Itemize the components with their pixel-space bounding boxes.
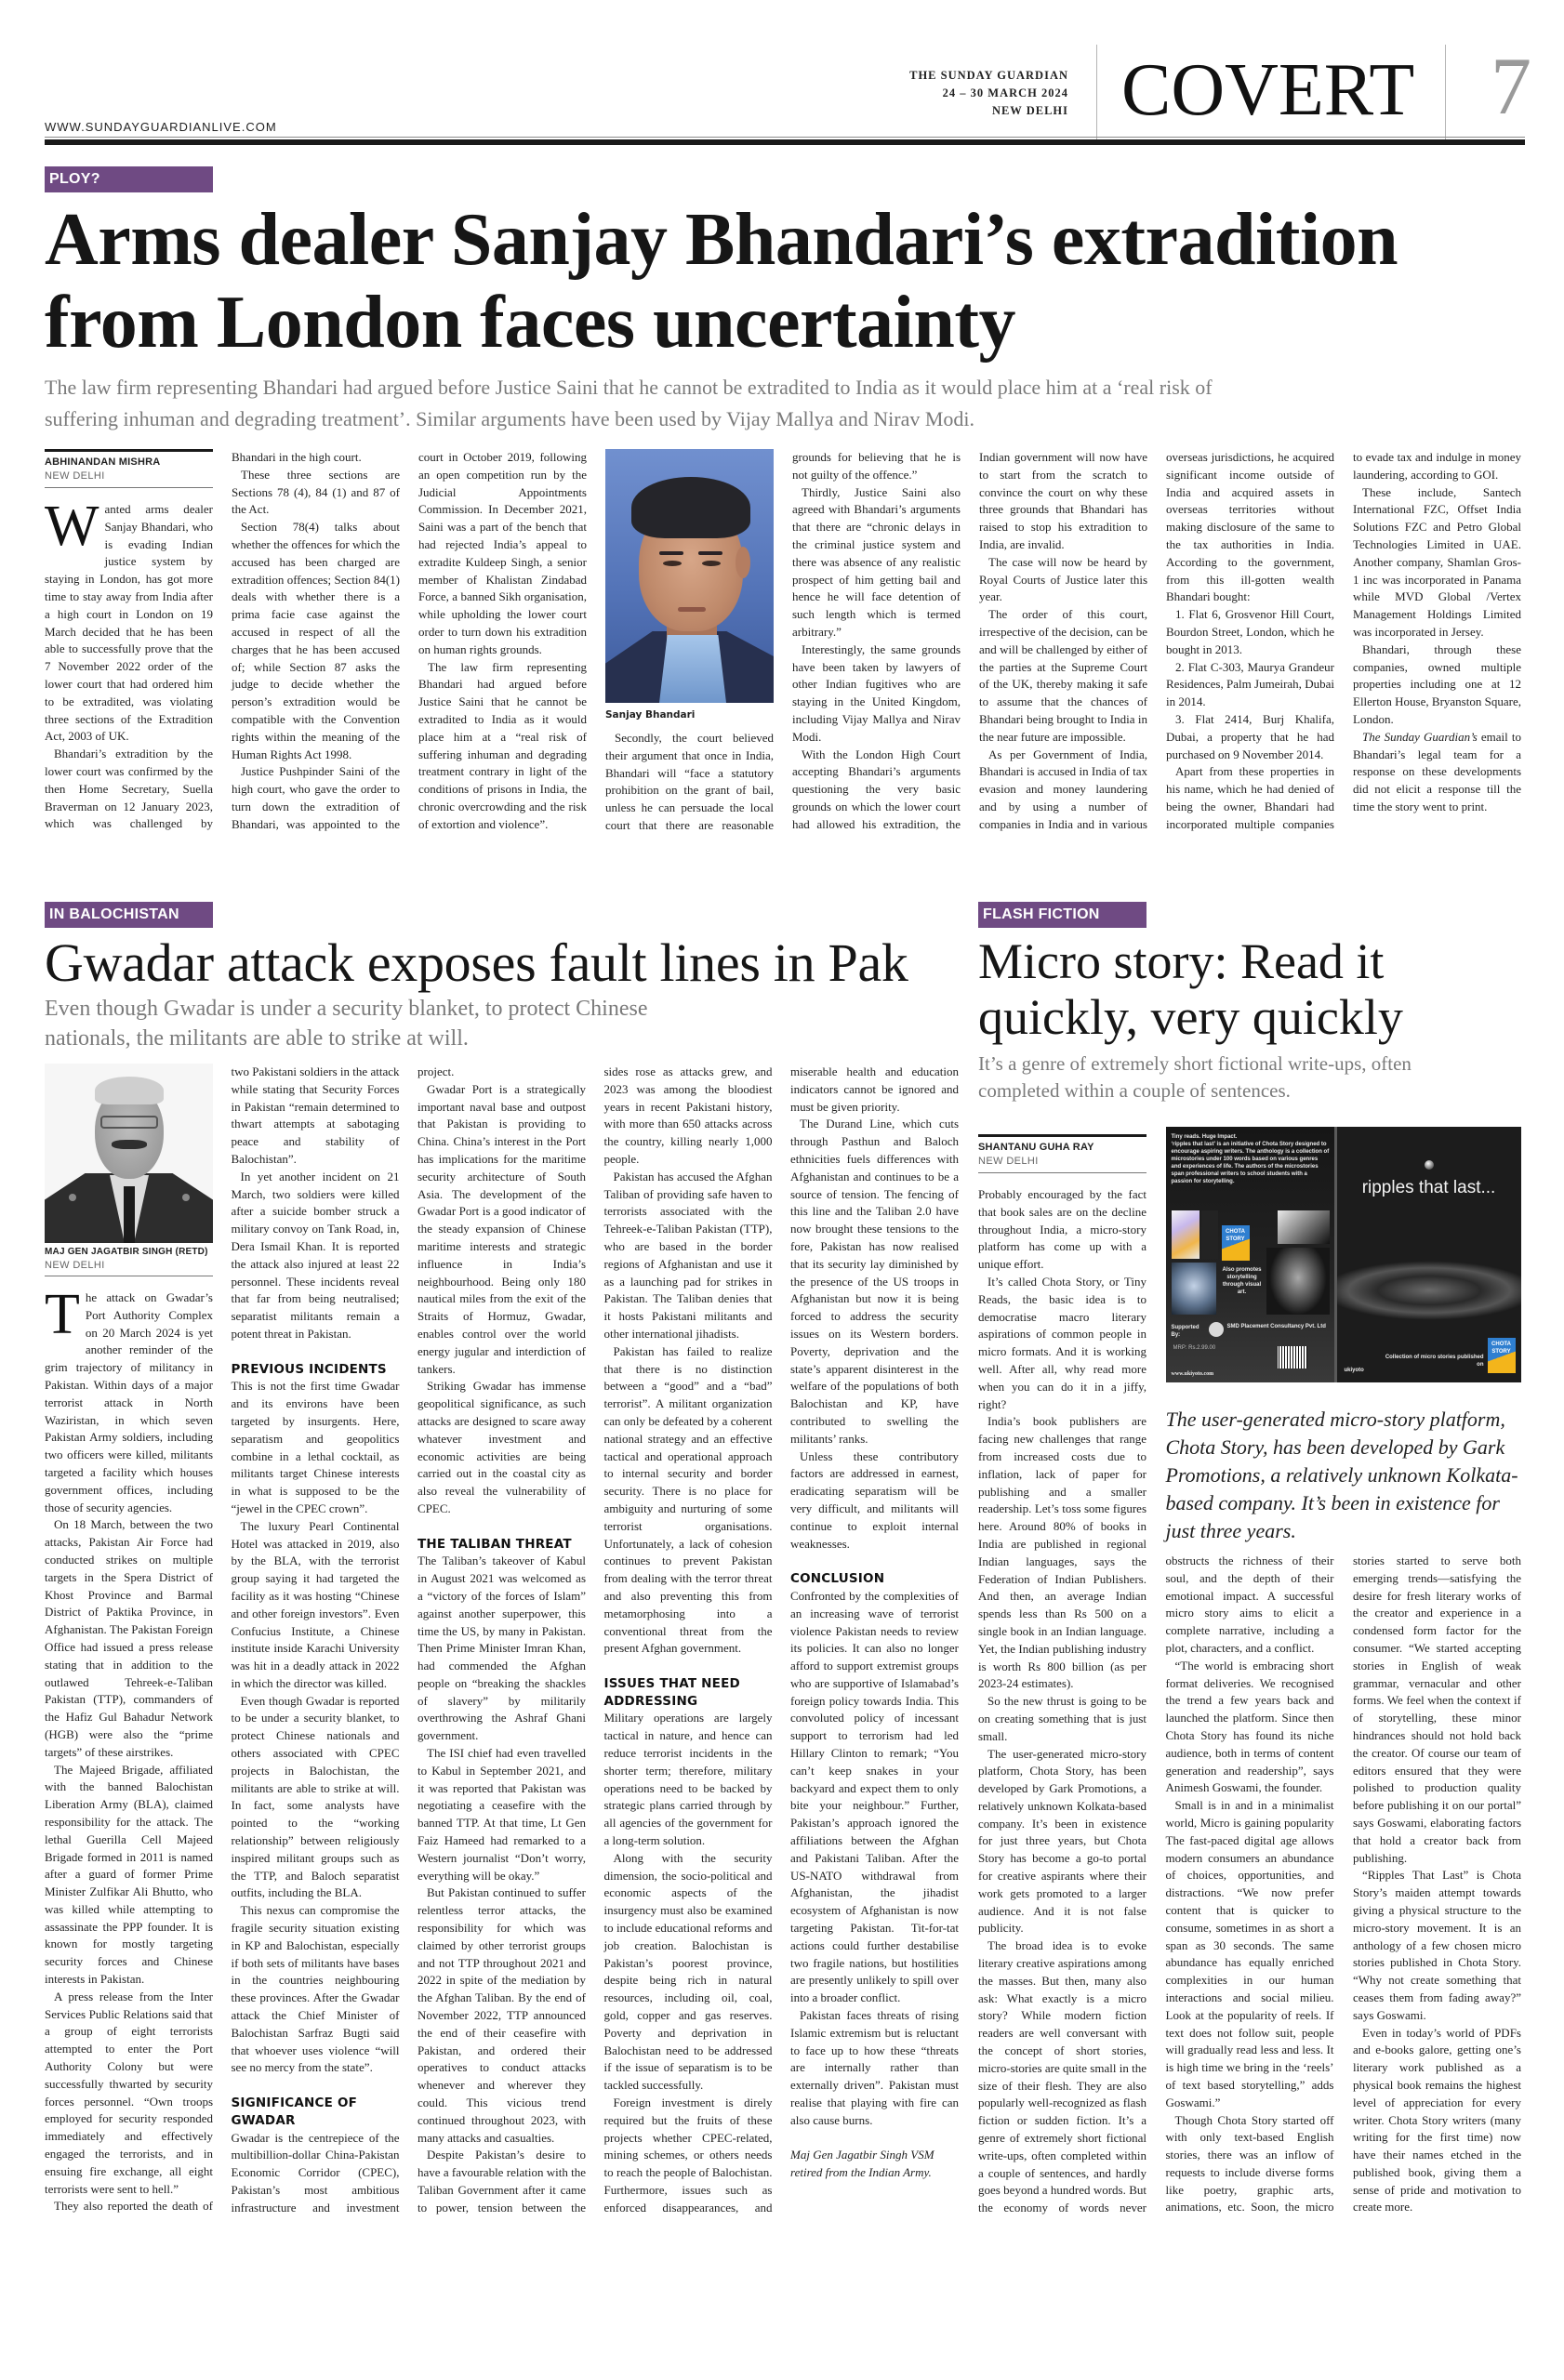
paragraph: Gwadar Port is a strategically important naval base and outpost that Pakistan is providing to China. China’s interest in the Port has implications for the maritime security architecture of South Asia. The development of the Gwadar Port is a good indicator of the steady expansion of Chinese maritime interests and strategic influence in India’s neighbourhood. Being only 180 nautical miles from the exit of the Straits of Hormuz, Gwadar, enables control over the world energy jugular and interdiction of tankers.: [418, 1081, 586, 1376]
portrait-hair: [631, 477, 750, 538]
dateline: NEW DELHI: [978, 1156, 1039, 1167]
pull-quote: The user-generated micro-story platform, Chota Story, has been developed by Gark Promotions, a relatively unknown Kolkata-based company. It’s been in existence for just three years.: [1165, 1408, 1518, 1542]
paragraph: Apart from these properties in his name, which he had denied of being the owner, Bhandari had incorporated multiple companies to evade tax and indulge in money laundering, according to GOI.: [1166, 450, 1521, 831]
photo-caption: Sanjay Bhandari: [605, 709, 696, 721]
paragraph: So the new thrust is going to be on creating something that is just small.: [978, 1694, 1146, 1743]
article-gwadar: [45, 902, 959, 2217]
subheading: PREVIOUS INCIDENTS: [231, 1361, 387, 1377]
portrait-mouth: [678, 607, 706, 612]
article-body: [978, 1127, 1521, 2222]
book-back-cover: [1166, 1127, 1334, 1382]
paragraph: Justice Pushpinder Saini of the high court, who gave the order to turn down the extradition of Bhandari, was appointed to the court in October 2019, following an open competition run by the Judicial Appointments Commission. In December 2021, Saini was a part of the bench that had rejected India’s appeal to extradite Kuldeep Singh, a senior member of Khalistan Zindabad Force, a banned Sikh organisation, while upholding the lower court order to turn down his extradition on human rights grounds.: [232, 450, 587, 831]
paragraph: Pakistan has accused the Afghan Taliban of providing safe haven to terrorists associated with the Tehreek-e-Taliban Pakistan (TTP), who are based in the border regions of Afghanistan and use it as a launching pad for strikes in Pakistan. The Taliban denies that it hosts Pakistani militants and other international jihadists.: [603, 1169, 773, 1341]
paragraph: It’s called Chota Story, or Tiny Reads, the basic idea is to democratise macro literary aspirations of common people in micro formats. And it is working well. After all, why read more when you can do it in a jiffy, right?: [978, 1274, 1146, 1411]
paragraph: The order of this court, irrespective of the decision, can be and will be challenged by either of the parties at the Supreme Court of the UK, thereby making it safe to assume that the chances of Bhandari being brought to India in the near future are impossible.: [979, 607, 1147, 744]
paragraph: India’s book publishers are facing new challenges that range from increased costs due to inflation, lack of paper for publishing and a smaller readership. Let’s toss some figures here. Around 80% of books in India are published in regional Indian languages, says the Federation of Indian Publishers. And then, an average Indian spends less than Rs 500 on a single book in an Indian language. Yet, the Indian publishing industry is worth Rs 800 billion (as per 2023-24 estimates).: [978, 1414, 1146, 1691]
author-block: [45, 1064, 213, 1276]
logo-text: CHOTA STORY: [1226, 1229, 1245, 1242]
headline-line: Arms dealer Sanjay Bhandari’s extradition: [45, 199, 1398, 281]
subheading: THE TALIBAN THREAT: [418, 1536, 572, 1552]
section-title: COVERT: [1121, 49, 1415, 131]
paragraph: Despite Pakistan’s desire to have a favourable relation with the Taliban Government after it came to power, tension between the sides rose as attacks grew, and 2023 was among the bloodiest years in recent Pakistani history, with more than 650 attacks across the country, killing nearly 1,000 people.: [418, 1064, 773, 2215]
author-note: Maj Gen Jagatbir Singh VSM retired from the Indian Army.: [790, 2148, 934, 2180]
paragraph: Section 78(4) talks about whether the offences for which the accused has been charged are extradition offences; Section 84(1) deals with whether there is a prima facie case against the accused in respect of all the charges that he has been accused of; while Section 87 asks the judge to decide whether the person’s extradition would be compatible with the Convention rights within the meaning of the Human Rights Act 1998.: [232, 520, 400, 761]
standfirst: Even though Gwadar is under a security blanket, to protect Chinese nationals, the militants are able to strike at will.: [45, 997, 648, 1051]
paragraph: The luxury Pearl Continental Hotel was attacked in 2019, also by the BLA, with the terrorist group saying it had targeted the facility as it was hosting “Chinese and other foreign investors”. Even Confucius Institute, a Chinese institute inside Karachi University was hit in a deadly attack in 2022 in which the director was killed.: [231, 1518, 400, 1690]
paragraph: “The world is embracing short format deliveries. We recognised the trend a few years back and launched the platform. Since then Chota Story has found its niche audience, both in terms of content generation and readership”, says Animesh Goswami, the founder.: [1165, 1658, 1334, 1795]
article-columns: [45, 449, 1521, 839]
book-blurb-title: Tiny reads. Huge Impact.: [1171, 1134, 1238, 1140]
portrait-moustache: [112, 1140, 147, 1149]
paragraph: The case will now be heard by Royal Courts of Justice later this year.: [979, 554, 1147, 604]
subheading: SIGNIFICANCE OF GWADAR: [231, 2096, 358, 2128]
book-front-cover: [1337, 1127, 1521, 1382]
artwork-thumbnail: [1266, 1248, 1330, 1315]
book-publisher: ukiyoto: [1344, 1368, 1364, 1373]
paragraph: Unless these contributory factors are addressed in earnest, eradicating separatism will be very difficult, and militants will continue to exploit internal weaknesses.: [790, 1448, 959, 1551]
book-blurb-text: ‘ripples that last’ is an initiative of Chota Story designed to encourage aspiring writers. The anthology is a collection of microstories under 100 words based on various genres and experiences of life. The authors of the microstories span professional writers to school students with a passion for storytelling.: [1171, 1142, 1330, 1184]
publication-info: [863, 67, 1068, 120]
paragraph: The user-generated micro-story platform, Chota Story, has been developed by Gark Promotions, a relatively unknown Kolkata-based company. It’s been in existence for just three years, but Chota Story has become a go-to portal for creative aspirants where their work gets promoted to a larger audience. And it is not false publicity.: [978, 1746, 1146, 1936]
website-url[interactable]: WWW.SUNDAYGUARDIANLIVE.COM: [45, 120, 277, 134]
paragraph: This is not the first time Gwadar and its environs have been targeted by insurgents. Here, separatism and geopolitics combine in a lethal cocktail, as militants target Chinese interests in what is supposed to be the “jewel in the CPEC crown”.: [231, 1379, 400, 1515]
paragraph: [1353, 729, 1521, 816]
masthead: [45, 0, 1531, 146]
book-blurb: [1172, 1133, 1330, 1185]
paragraph: Confronted by the complexities of an increasing wave of terrorist violence Pakistan needs to review its policies. It can also no longer afford to support extremist groups who are supportive of Islamabad’s foreign policy towards India. This convoluted policy of incessant support to terrorism had led Hillary Clinton to remark; “You can’t keep snakes in your backyard and expect them to only bite your neighbour.” Further, Pakistan’s approach ignored the affiliations between the Afghan and Pakistani Taliban. After the US-NATO withdrawal from Afghanistan, the jihadist ecosystem of Afghanistan is now targeting Pakistan. Tit-for-tat actions could further destabilise two fragile nations, but hostilities are presently unlikely to spill over into a broader conflict.: [790, 1588, 959, 2005]
chota-story-logo: [1222, 1225, 1250, 1261]
paragraph: Though Chota Story started off with only text-based English stories, there was an inflow of requests to include diverse forms like poetry, graphic arts, animations, etc. Soon, the micro stories started to serve both emerging trends—satisfying the desire for fresh literary works of the creator and experience in a condensed form factor for the consumer. “We started accepting stories in English of weak grammar, vernacular and other forms. We feel when the context if of storytelling, these minor hindrances should not hold back the creator. Of course our team of editors ensured that they were polished to production quality before publishing it on our portal” says Goswami, elaborating factors that hold a creator back from publishing.: [1166, 1127, 1522, 2222]
artwork-thumbnail: [1172, 1210, 1200, 1259]
paragraph: [45, 495, 213, 746]
subheading: CONCLUSION: [790, 1571, 885, 1587]
headline[interactable]: [45, 199, 1521, 364]
dateline: NEW DELHI: [45, 1260, 105, 1271]
article-bhandari: [45, 166, 1521, 892]
paragraph: With the London High Court accepting Bhandari’s arguments questioning the very basic grounds on which the lower court had allowed his extradition, the Indian government will now have to start from the scratch to convince the court on why these three grounds that Bhandari has raised to stop his extradition to India, are invalid.: [792, 450, 1147, 831]
subheading: ISSUES THAT NEED ADDRESSING: [603, 1675, 740, 1709]
article-body: [45, 1064, 959, 2217]
chota-story-logo: [1488, 1338, 1516, 1373]
portrait-ear: [736, 547, 750, 578]
story-tag: FLASH FICTION: [978, 902, 1146, 928]
paragraph: But Pakistan continued to suffer relentless terror attacks, the responsibility for which was claimed by other terrorist groups and not TTP throughout 2021 and 2022 in spite of the mediation by the Afghan Taliban. By the end of November 2022, TTP announced the end of their ceasefire with Pakistan, and ordered their operatives to conduct attacks whenever and wherever they could. This vicious trend continued throughout 2023, with many attacks and casualties.: [418, 1885, 586, 2145]
paragraph: Thirdly, Justice Saini also agreed with Bhandari’s arguments that there are “chronic delays in the criminal justice system and there was absence of any realistic prospect of him getting bail and hence he will face detention of such length which is termed arbitrary.”: [792, 484, 961, 639]
portrait-photo: [45, 1064, 213, 1243]
sponsor-name: SMD Placement Consultancy Pvt. Ltd: [1226, 1324, 1326, 1329]
paragraph: The law firm representing Bhandari had argued before Justice Saini that he cannot be extradited to India as it would place him at a “real risk of suffering inhuman and degrading treatment contrary in light of the conditions of prisons in India, the chronic overcrowding and the risk of extortion and violence”.: [418, 659, 587, 831]
paragraph: The Taliban’s takeover of Kabul in August 2021 was welcomed as a “victory of the forces of Islam” against another superpower, this time the US, by many in Pakistan. Then Prime Minister Imran Khan, had commended the Afghan people on “breaking the shackles of slavery” by militarily overthrowing the Ashraf Ghani government.: [418, 1554, 586, 1743]
sponsor-logo: [1209, 1322, 1224, 1337]
paragraph: These include, Santech International FZC, Offset India Solutions FZC and Petro Global Technologies Limited in UAE. Another company, Shamlan Gros-1 inc was incorporated in Panama while MVD Global /Vertex Management Holdings Limited was incorporated in Jersey.: [1353, 484, 1521, 639]
article-columns: [45, 1064, 959, 2217]
paragraph: Probably encouraged by the fact that book sales are on the decline throughout India, a micro-story platform has come up with a unique effort.: [978, 1187, 1146, 1272]
paragraph: Pakistan faces threats of rising Islamic extremism but is reluctant to face up to how these “threats are internally rather than externally driven”. Pakistan must realise that playing with fire can also cause burns.: [790, 2008, 959, 2127]
paragraph: Even in today’s world of PDFs and e-books galore, getting one’s literary work published as a physical book remains the highest level of appreciation for every writer. Chota Story writers (many writing for the first time) now have their names etched in the published book, giving them a sense of pride and motivation to create more.: [1353, 2025, 1521, 2215]
issue-city: NEW DELHI: [991, 104, 1068, 117]
paragraph-text: he attack on Gwadar’s Port Authority Complex on 20 March 2024 is yet another reminder of the grim trajectory of militancy in Pakistan. Within days of a major terrorist attack in North Waziristan, in which seven Pakistan Army soldiers, including two officers were killed, militants targeted a facility which houses government offices, including those of security agencies.: [45, 1290, 213, 1514]
headline-line: from London faces uncertainty: [45, 282, 1015, 364]
paragraph: Bhandari’s extradition by the lower court was confirmed by the then Home Secretary, Suella Braverman on 12 January 2023, which was challenged by Bhandari in the high court.: [45, 450, 362, 831]
masthead-divider: [1445, 45, 1446, 139]
story-tag: PLOY?: [45, 166, 213, 192]
paragraph: Small is in and in a minimalist world, Micro is gaining popularity The fast-paced digital age allows modern consumers an abundance of choices, opportunities, and distractions. “We now prefer content that is quicker to consume, sometimes in as short a span as 30 seconds. The same abundance has equally enriched complexities in our human interactions and social milieu. Look at the popularity of reels. If text does not follow suit, people will gradually read less and less. It is high time we bring in the ‘reels’ of text based storytelling,” adds Goswami.”: [1165, 1798, 1334, 2109]
barcode: [1278, 1346, 1307, 1368]
paragraph: They also reported the death of two Pakistani soldiers in the attack while stating that Security Forces in Pakistan “remain determined to thwart attempts at sabotaging peace and stability of Balochistan”.: [54, 1064, 400, 2214]
portrait-tie: [124, 1186, 135, 1243]
artwork-thumbnail: [1172, 1263, 1216, 1315]
byline: [45, 449, 213, 488]
paragraph: These three sections are Sections 78 (4), 84 (1) and 87 of the Act.: [232, 467, 400, 517]
portrait-brow: [659, 551, 683, 555]
feature-figure: [1166, 1127, 1522, 1545]
water-drop-icon: [1425, 1160, 1434, 1170]
drop-cap: T: [45, 1283, 80, 1346]
issue-dates: 24 – 30 MARCH 2024: [942, 86, 1068, 99]
list-item: 1. Flat 6, Grosvenor Hill Court, Bourdon Street, London, which he bought in 2013.: [1166, 607, 1334, 656]
headline[interactable]: Gwadar attack exposes fault lines in Pak: [45, 932, 908, 993]
rank-insignia: [182, 1194, 190, 1201]
publisher-website: www.ukiyoto.com: [1171, 1371, 1214, 1377]
article-micro-story: [978, 902, 1521, 2222]
visual-art-text: Also promotes storytelling through visual art.: [1222, 1267, 1262, 1295]
newspaper-name: The Sunday Guardian’s: [1362, 729, 1478, 744]
publication-name: THE SUNDAY GUARDIAN: [909, 69, 1068, 82]
story-tag: IN BALOCHISTAN: [45, 902, 213, 928]
paragraph: The ISI chief had even travelled to Kabul in September 2021, and it was reported that Pakistan was negotiating a ceasefire with the banned TTP. At that time, Lt Gen Faiz Hameed had remarked to a Western journalist “Don’t worry, everything will be okay.”: [418, 1746, 586, 1883]
portrait-shirt: [659, 635, 726, 703]
paragraph: As per Government of India, Bhandari is accused in India of tax evasion and money laundering and by using a number of companies in India and in various overseas jurisdictions, he acquired significant income outside of India and acquired assets in overseas territories without making disclosure of the same to the tax authorities in India. According to the government, from this ill-gotten wealth Bhandari bought:: [979, 450, 1334, 831]
author-name[interactable]: MAJ GEN JAGATBIR SINGH (RETD): [45, 1247, 208, 1257]
paragraph: Even though Gwadar is reported to be under a security blanket, to protect Chinese nationals and others associated with CPEC projects in Balochistan, the militants are able to strike at will. In fact, some analysts have pointed to the “working relationship” between religiously inspired militant groups such as the TTP, and Baloch separatist outfits, including the BLA.: [231, 1693, 400, 1900]
masthead-rule: [45, 139, 1525, 145]
dateline: NEW DELHI: [45, 470, 105, 482]
paragraph: “Ripples That Last” is Chota Story’s maiden attempt towards giving a physical structure to the micro-story movement. It is an anthology of a few chosen micro stories published in Chota Story. “Why not create something that ceases them from fading away?” says Goswami.: [1353, 1868, 1521, 2022]
article-body: [45, 449, 1521, 892]
portrait-eye: [663, 561, 682, 566]
paragraph: A press release from the Inter Services Public Relations said that a group of eight terrorists attempted to enter the Port Authority Colony but were successfully thwarted by security forces personnel. “Own troops employed for security responded immediately and effectively engaged the terrorists, and in ensuing fire exchange, all eight terrorists were sent to hell.”: [45, 1989, 213, 2196]
author-name[interactable]: ABHINANDAN MISHRA: [45, 456, 161, 468]
headline[interactable]: Micro story: Read it quickly, very quickly: [978, 933, 1403, 1045]
paragraph: Along with the security dimension, the socio-political and economic aspects of the insurgency must also be examined to include educational reforms and job creation. Balochistan is Pakistan’s poorest province, despite being rich in natural resources, including oil, coal, gold, copper and gas reserves. Poverty and deprivation in Balochistan need to be addressed if the issue of separatism is to be tackled successfully.: [603, 1850, 773, 2093]
masthead-thin-rule: [45, 137, 1525, 138]
portrait-brow: [698, 551, 722, 555]
logo-text: CHOTA STORY: [1491, 1342, 1511, 1355]
book-subtitle: Collection of micro stories published on: [1385, 1355, 1484, 1368]
paragraph: Striking Gwadar has immense geopolitical significance, as such attacks are designed to scare away whatever investment and economic activities are being carried out in the coastal city as also reveal the vulnerability of CPEC.: [418, 1379, 586, 1515]
rank-insignia: [69, 1194, 76, 1201]
book-cover-image: [1166, 1127, 1521, 1382]
portrait-eye: [702, 561, 721, 566]
artwork-thumbnail: [1201, 1210, 1218, 1259]
paragraph: Interestingly, the same grounds have been taken by lawyers of other Indian fugitives who are staying in the United Kingdom, including Vijay Mallya and Nirav Modi.: [792, 641, 961, 744]
paragraph: Secondly, the court believed their argument that once in India, Bhandari will “face a statutory prohibition on the grant of bail, unless he can persuade the local court that there are reasonable grounds for believing that he is not guilty of the offence.”: [605, 450, 961, 832]
lower-section: [45, 902, 1521, 2222]
paragraph: This nexus can compromise the fragile security situation existing in KP and Balochistan, especially if both sets of militants have bases in the countries neighbouring these provinces. After the Gwadar attack the Chief Minister of Balochistan Sarfraz Bugti said that whoever uses violence “will see no mercy from the state”.: [231, 1903, 400, 2075]
list-item: 3. Flat 2414, Burj Khalifa, Dubai, a property that he had purchased on 9 November 2014.: [1166, 711, 1334, 761]
photo-figure: [605, 449, 774, 722]
paragraph: Pakistan has failed to realize that there is no distinction between a “good” and a “bad” terrorist”. A militant organization can only be defeated by a coherent national strategy and an effective tactical and operational approach to internal security and border security. There is no place for ambiguity and nurturing of some terrorist organisations. Unfortunately, a lack of cohesion continues to prevent Pakistan from dealing with the terror threat and also preventing this from metamorphosing into a conventional threat from the present Afghan government.: [603, 1343, 773, 1656]
book-price: MRP: Rs.2.99.00: [1173, 1345, 1216, 1351]
paragraph: [45, 1283, 213, 1516]
paragraph: The broad idea is to evoke literary creative aspirations among the masses. But then, many also ask: What exactly is a micro story? While modern fiction readers are well conversant with the concept of short stories, micro-stories are quite small in the size of their flesh. They are also popularly well-recognized as flash fiction or sudden fiction. It’s a genre of extremely short fictional write-ups, often completed within a couple of sentences, and hardly goes beyond a hundred words. But the economy of words never obstructs the richness of their soul, and the depth of their emotional impact. A successful micro story aims to elicit a complete narrative, including a plot, characters, and a conflict.: [978, 1127, 1334, 2222]
paragraph-text: email to Bhandari’s legal team for a response on these developments did not elicit a response till the time the story went to print.: [1353, 729, 1521, 813]
paragraph: The Majeed Brigade, affiliated with the banned Balochistan Liberation Army (BLA), claimed responsibility for the attack. The lethal Guerilla Cell Majeed Brigade formed in 2011 is named after a guard of former Prime Minister Zulfikar Ali Bhutto, who was killed while attempting to assassinate the PPP founder. It is known for mostly targeting security forces and Chinese interests in Pakistan.: [45, 1762, 213, 1987]
drop-cap: W: [45, 495, 99, 558]
portrait-glasses: [100, 1116, 158, 1129]
masthead-divider: [1096, 45, 1097, 139]
portrait-hair: [95, 1077, 164, 1104]
paragraph: Bhandari, through these companies, owned multiple properties including one at 12 Ellerton House, Bryanston Square, London.: [1353, 641, 1521, 726]
artwork-thumbnail: [1278, 1210, 1330, 1244]
paragraph: On 18 March, between the two attacks, Pakistan Air Force had conducted strikes on multiple targets in the Spera District of Khost Province and Barmal District of Paktika Province, in Afghanistan. The Pakistan Foreign Office had issued a press release stating that in addition to the outlawed Tehreek-e-Taliban Pakistan (TTP), commanders of the Hafiz Gul Bahadur Network (HGB) were also the “prime targets” of these airstrikes.: [45, 1517, 214, 1759]
page-number: 7: [1491, 42, 1531, 132]
standfirst: It’s a genre of extremely short fictional write-ups, often completed within a couple of sentences.: [978, 1052, 1412, 1102]
paragraph: Foreign investment is direly required but the fruits of these projects whether CPEC-related, mining schemes, or others needs to reach the people of Balochistan. Furthermore, issues such as enforced disappearances, and miserable health and education indicators cannot be ignored and must be given priority.: [603, 1064, 959, 2215]
standfirst: The law firm representing Bhandari had argued before Justice Saini that he cannot be extradited to India as it would place him at a ‘real risk of suffering inhuman and degrading treatment’. Similar arguments have been used by Vijay Mallya and Nirav Modi.: [45, 376, 1213, 430]
paragraph: Military operations are largely tactical in nature, and hence can reduce terrorist incidents in the shorter term; therefore, military operations need to be backed by strategic plans carried through by all agencies of the government for a long-term solution.: [603, 1711, 773, 1848]
byline: [45, 1246, 213, 1276]
paragraph: Gwadar is the centrepiece of the multibillion-dollar China-Pakistan Economic Corridor (CPEC), Pakistan’s most ambitious infrastructure and investment project.: [231, 1064, 455, 2215]
list-item: 2. Flat C-303, Maurya Grandeur Residences, Palm Jumeirah, Dubai in 2014.: [1166, 659, 1334, 709]
portrait-photo: [605, 449, 774, 703]
paragraph-text: anted arms dealer Sanjay Bhandari, who is evading Indian justice system by staying in London, has got more time to stay away from India after a high court in London on 19 March decided that he has been able to successfully prove that the 7 November 2022 order of the lower court that had ordered him to be extradited, was violating three sections of the Extradition Act, 2003 of UK.: [45, 502, 213, 744]
paragraph: In yet another incident on 21 March, two soldiers were killed after a suicide bomber struck a military convoy on Tank Road, in, Dera Ismail Khan. It is reported the attack also injured at least 22 personnel. These incidents reveal that far from being neutralised; separatist militants remain a potent threat in Pakistan.: [231, 1169, 400, 1341]
byline: [978, 1134, 1146, 1173]
supported-by-label: Supported By:: [1171, 1325, 1200, 1338]
paragraph: The Durand Line, which cuts through Pasthun and Baloch ethnicities fuels differences with Afghanistan and continues to be a source of tension. The fencing of this line and the Taliban 2.0 have now brought these tensions to the fore, Pakistan has now realised that its security lay diminished by the presence of the US troops in Afghanistan but now it is being forced to address the security issues on its Western borders. Poverty, deprivation and the state’s apparent disinterest in the welfare of the populations of both Balochistan and KP, have contributed to swelling the militants’ ranks.: [790, 1117, 959, 1446]
book-title: ripples that last...: [1361, 1178, 1496, 1197]
author-name[interactable]: SHANTANU GUHA RAY: [978, 1142, 1094, 1153]
